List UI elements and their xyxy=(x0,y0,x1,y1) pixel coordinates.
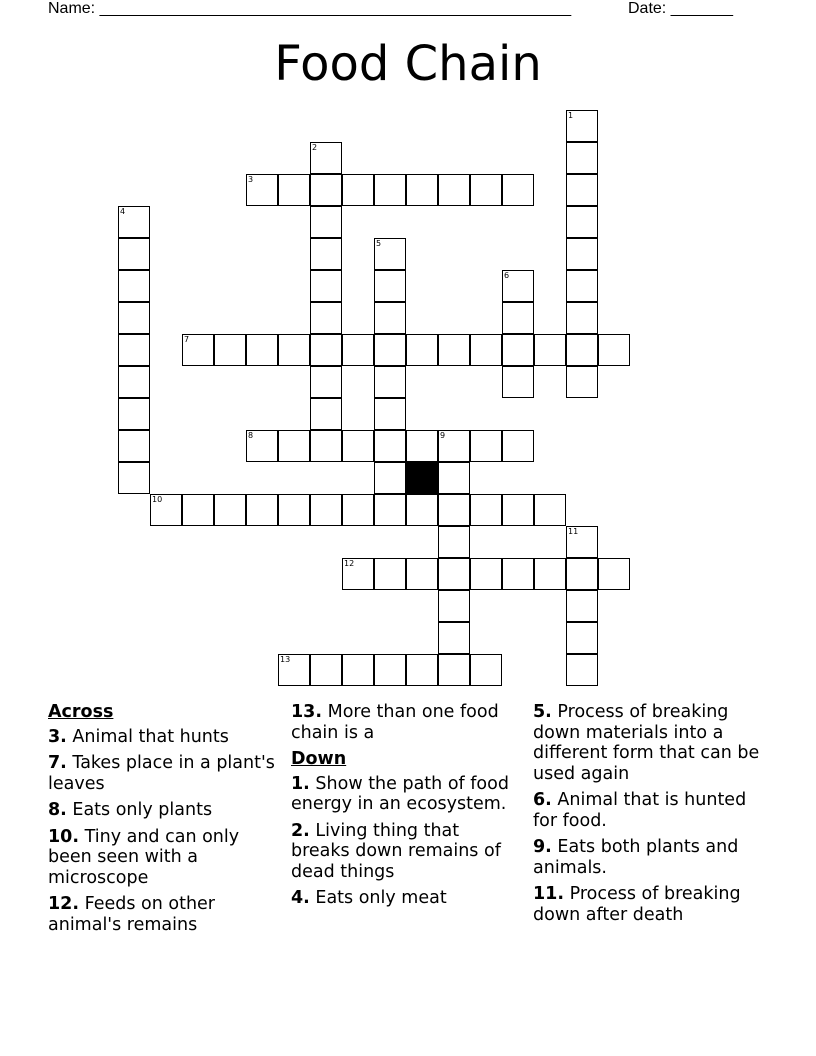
crossword-cell[interactable] xyxy=(438,590,470,622)
crossword-cell[interactable] xyxy=(278,654,310,686)
crossword-cell[interactable] xyxy=(374,334,406,366)
across-clue xyxy=(48,800,284,821)
clue-number-label: 6 xyxy=(504,271,510,280)
clue-text: Process of breaking down materials into a different form that can be used again xyxy=(533,702,760,784)
clue-number: 1. xyxy=(291,773,310,794)
crossword-cell[interactable] xyxy=(310,174,342,206)
down-clue xyxy=(291,774,523,815)
down-heading: Down xyxy=(291,749,347,769)
crossword-cell[interactable] xyxy=(118,270,150,302)
clue-text: Feeds on other animal's remains xyxy=(48,894,216,935)
clues-column-2 xyxy=(291,702,523,915)
crossword-cell[interactable] xyxy=(566,366,598,398)
crossword-cell[interactable] xyxy=(374,558,406,590)
clue-number: 6. xyxy=(533,790,552,810)
crossword-cell[interactable] xyxy=(374,270,406,302)
clue-number-label: 3 xyxy=(248,175,254,184)
clue-number: 12. xyxy=(48,894,80,914)
crossword-cell[interactable] xyxy=(118,238,150,270)
crossword-cell[interactable] xyxy=(214,334,246,366)
crossword-cell[interactable] xyxy=(374,494,406,526)
clue-number-label: 11 xyxy=(568,527,579,536)
crossword-cell[interactable] xyxy=(118,206,150,238)
clue-text: Living thing that breaks down remains of dead things xyxy=(291,820,501,882)
name-field-label: Name: _____________________________________________________ xyxy=(48,0,572,17)
crossword-cell[interactable] xyxy=(374,654,406,686)
clue-text: Takes place in a plant's leaves xyxy=(48,753,275,794)
clue-number-label: 9 xyxy=(440,431,446,440)
crossword-cell[interactable] xyxy=(246,334,278,366)
clue-number: 9. xyxy=(533,837,552,857)
crossword-cell[interactable] xyxy=(502,302,534,334)
crossword-cell[interactable] xyxy=(534,558,566,590)
page-title: Food Chain xyxy=(274,36,542,92)
crossword-cell[interactable] xyxy=(310,238,342,270)
down-clue xyxy=(533,837,773,878)
crossword-cell[interactable] xyxy=(182,494,214,526)
down-clue xyxy=(291,821,523,883)
crossword-cell[interactable] xyxy=(598,558,630,590)
across-clue xyxy=(48,727,284,748)
crossword-cell[interactable] xyxy=(566,622,598,654)
crossword-cell[interactable] xyxy=(374,302,406,334)
clue-text: Eats both plants and animals. xyxy=(533,837,739,878)
crossword-cell[interactable] xyxy=(470,654,502,686)
clue-number-label: 1 xyxy=(568,111,574,120)
crossword-cell[interactable] xyxy=(310,430,342,462)
crossword-cell[interactable] xyxy=(502,334,534,366)
crossword-cell[interactable] xyxy=(534,494,566,526)
clue-number: 2. xyxy=(291,820,310,841)
clue-text: Animal that is hunted for food. xyxy=(533,790,747,831)
across-clue xyxy=(48,827,284,889)
crossword-cell[interactable] xyxy=(566,526,598,558)
crossword-cell[interactable] xyxy=(502,558,534,590)
crossword-cell[interactable] xyxy=(566,590,598,622)
clue-number-label: 13 xyxy=(280,655,291,664)
crossword-cell[interactable] xyxy=(566,238,598,270)
crossword-cell[interactable] xyxy=(566,654,598,686)
crossword-cell[interactable] xyxy=(246,494,278,526)
crossword-cell[interactable] xyxy=(278,334,310,366)
crossword-cell[interactable] xyxy=(310,654,342,686)
crossword-cell[interactable] xyxy=(118,430,150,462)
across-heading: Across xyxy=(48,702,114,722)
clue-number: 10. xyxy=(48,826,80,847)
crossword-cell[interactable] xyxy=(374,430,406,462)
crossword-cell[interactable] xyxy=(374,366,406,398)
down-clue xyxy=(533,884,773,925)
crossword-cell[interactable] xyxy=(342,558,374,590)
crossword-cell[interactable] xyxy=(438,334,470,366)
crossword-cell[interactable] xyxy=(406,430,438,462)
crossword-cell[interactable] xyxy=(246,430,278,462)
crossword-cell[interactable] xyxy=(278,430,310,462)
across-clue xyxy=(291,702,523,743)
crossword-cell[interactable] xyxy=(374,398,406,430)
down-clue xyxy=(533,702,773,784)
clue-text: Tiny and can only been seen with a microscope xyxy=(48,826,240,888)
crossword-cell[interactable] xyxy=(278,494,310,526)
crossword-cell[interactable] xyxy=(470,174,502,206)
crossword-cell[interactable] xyxy=(598,334,630,366)
crossword-cell[interactable] xyxy=(438,558,470,590)
crossword-cell[interactable] xyxy=(342,494,374,526)
crossword-cell[interactable] xyxy=(374,462,406,494)
crossword-cell[interactable] xyxy=(502,430,534,462)
down-clue xyxy=(533,790,773,831)
crossword-cell[interactable] xyxy=(278,174,310,206)
crossword-cell[interactable] xyxy=(342,654,374,686)
clue-text: Animal that hunts xyxy=(72,726,229,747)
crossword-cell[interactable] xyxy=(502,494,534,526)
clue-number: 3. xyxy=(48,726,67,747)
crossword-cell[interactable] xyxy=(310,206,342,238)
clue-number-label: 5 xyxy=(376,239,382,248)
crossword-cell[interactable] xyxy=(566,142,598,174)
crossword-cell[interactable] xyxy=(374,174,406,206)
crossword-cell[interactable] xyxy=(438,526,470,558)
crossword-cell[interactable] xyxy=(438,430,470,462)
crossword-cell[interactable] xyxy=(310,142,342,174)
crossword-cell[interactable] xyxy=(470,558,502,590)
crossword-cell[interactable] xyxy=(470,430,502,462)
crossword-cell[interactable] xyxy=(566,558,598,590)
clue-text: Eats only plants xyxy=(72,800,213,820)
crossword-cell[interactable] xyxy=(182,334,214,366)
crossword-cell[interactable] xyxy=(470,334,502,366)
clue-text: Show the path of food energy in an ecosystem. xyxy=(291,773,509,814)
date-field-label: Date: _______ xyxy=(628,0,733,17)
crossword-cell[interactable] xyxy=(502,270,534,302)
crossword-cell[interactable] xyxy=(566,110,598,142)
crossword-cell[interactable] xyxy=(438,622,470,654)
clue-number: 5. xyxy=(533,702,552,722)
crossword-cell[interactable] xyxy=(246,174,278,206)
across-clue xyxy=(48,894,284,935)
crossword-cell[interactable] xyxy=(438,462,470,494)
crossword-cell[interactable] xyxy=(566,174,598,206)
clue-text: More than one food chain is a xyxy=(291,702,499,743)
clue-number-label: 8 xyxy=(248,431,254,440)
clue-number-label: 7 xyxy=(184,335,190,344)
clue-number-label: 4 xyxy=(120,207,126,216)
crossword-cell[interactable] xyxy=(470,494,502,526)
crossword-cell[interactable] xyxy=(310,334,342,366)
crossword-cell[interactable] xyxy=(502,366,534,398)
across-clue xyxy=(48,753,284,794)
clue-text: Eats only meat xyxy=(315,888,447,908)
crossword-cell[interactable] xyxy=(438,174,470,206)
crossword-cell[interactable] xyxy=(118,462,150,494)
down-clue xyxy=(291,888,523,909)
crossword-cell[interactable] xyxy=(566,206,598,238)
crossword-cell[interactable] xyxy=(310,494,342,526)
crossword-cell[interactable] xyxy=(342,174,374,206)
crossword-cell[interactable] xyxy=(566,302,598,334)
crossword-cell[interactable] xyxy=(214,494,246,526)
clue-number: 7. xyxy=(48,753,67,773)
crossword-cell[interactable] xyxy=(118,398,150,430)
crossword-cell[interactable] xyxy=(502,174,534,206)
crossword-cell[interactable] xyxy=(118,302,150,334)
clue-number-label: 10 xyxy=(152,495,163,504)
crossword-cell[interactable] xyxy=(406,334,438,366)
crossword-cell[interactable] xyxy=(150,494,182,526)
clues-column-3 xyxy=(533,702,773,931)
crossword-cell[interactable] xyxy=(374,238,406,270)
clue-text: Process of breaking down after death xyxy=(533,884,741,925)
crossword-cell[interactable] xyxy=(534,334,566,366)
crossword-cell[interactable] xyxy=(566,334,598,366)
clue-number-label: 12 xyxy=(344,559,355,568)
crossword-cell[interactable] xyxy=(118,334,150,366)
crossword-cell[interactable] xyxy=(342,430,374,462)
crossword-cell[interactable] xyxy=(118,366,150,398)
crossword-cell[interactable] xyxy=(310,366,342,398)
crossword-cell[interactable] xyxy=(406,558,438,590)
crossword-cell[interactable] xyxy=(406,654,438,686)
crossword-cell[interactable] xyxy=(438,494,470,526)
black-cell xyxy=(406,462,438,494)
crossword-cell[interactable] xyxy=(438,654,470,686)
clue-number-label: 2 xyxy=(312,143,318,152)
crossword-cell[interactable] xyxy=(566,270,598,302)
clue-number: 11. xyxy=(533,884,565,904)
crossword-cell[interactable] xyxy=(310,270,342,302)
clue-number: 8. xyxy=(48,800,67,820)
clue-number: 4. xyxy=(291,888,310,908)
clues-column-1 xyxy=(48,702,284,941)
clue-number: 13. xyxy=(291,702,323,722)
crossword-cell[interactable] xyxy=(406,174,438,206)
crossword-cell[interactable] xyxy=(342,334,374,366)
crossword-cell[interactable] xyxy=(310,398,342,430)
crossword-cell[interactable] xyxy=(406,494,438,526)
crossword-cell[interactable] xyxy=(310,302,342,334)
